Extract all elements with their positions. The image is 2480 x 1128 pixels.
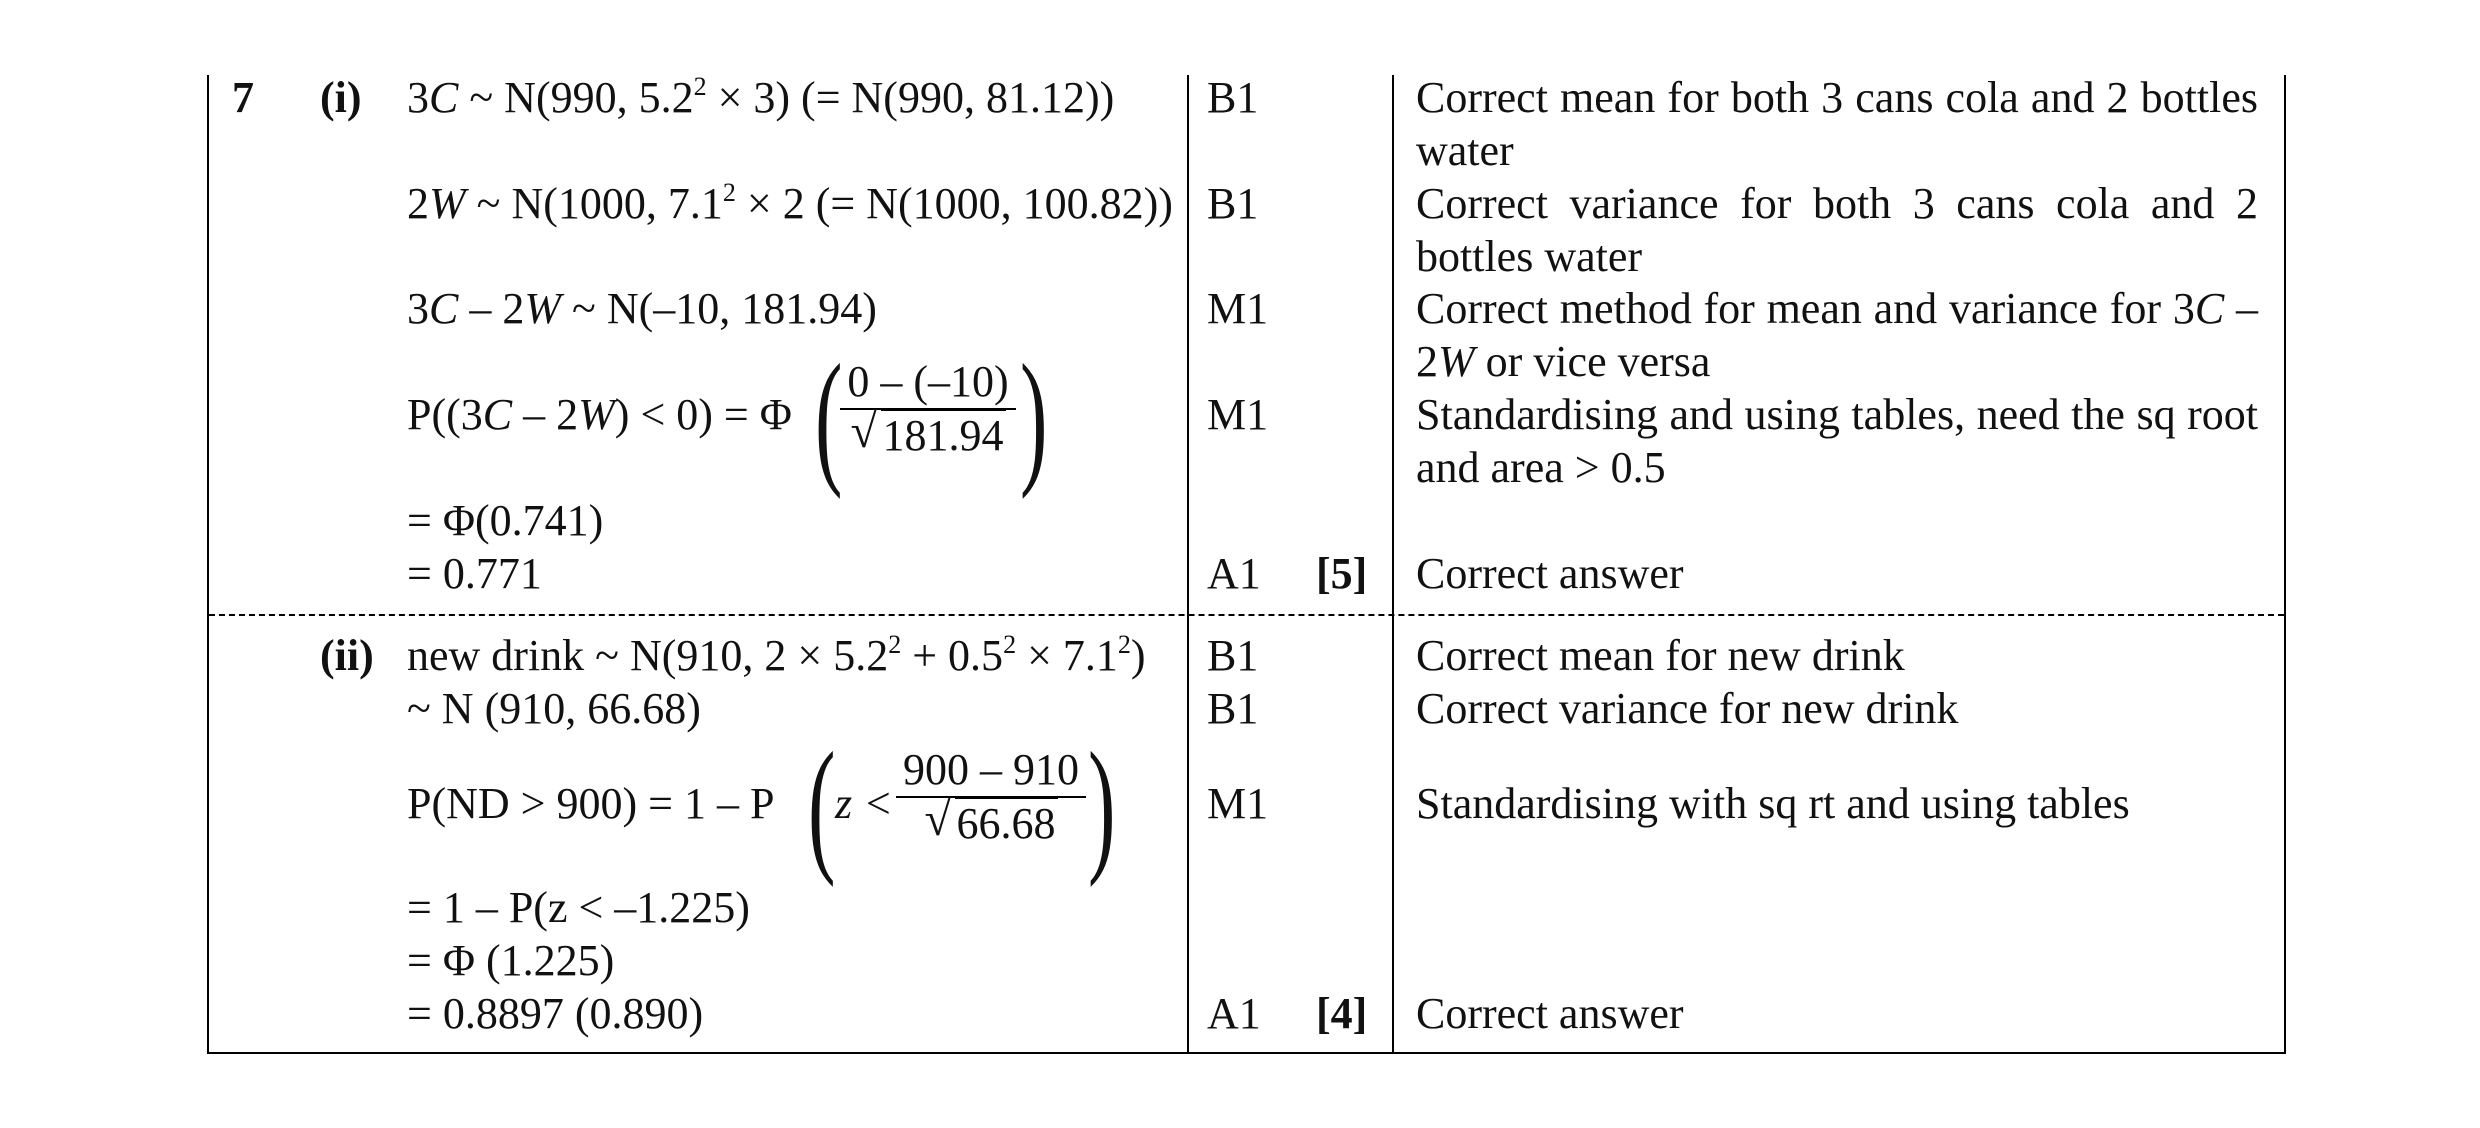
- part-i-total: [5]: [1316, 549, 1368, 598]
- part-divider: [209, 614, 2284, 616]
- part-ii-line-3-prob: P(ND > 900) = 1 – P: [407, 779, 775, 828]
- comment: Standardising with sq rt and using tables: [1416, 779, 2130, 828]
- left-paren: (: [808, 722, 836, 888]
- comment: Correct answer: [1416, 549, 1684, 598]
- part-i-line-4-prob: P((3C – 2W) < 0) = Φ: [407, 390, 792, 439]
- part-ii-total: [4]: [1316, 989, 1368, 1038]
- part-ii-label: (ii): [320, 631, 374, 680]
- right-paren: ): [1088, 722, 1116, 888]
- right-paren: ): [1020, 334, 1048, 500]
- comment: Correct method for mean and variance for 3C – 2W or vice versa: [1416, 284, 2258, 386]
- part-ii-fraction: [896, 744, 1086, 850]
- comment: Correct mean for new drink: [1416, 631, 1905, 680]
- column-divider-marks: [1187, 75, 1189, 1052]
- mark: M1: [1207, 390, 1269, 439]
- mark: M1: [1207, 284, 1269, 333]
- comment: Correct variance for both 3 cans cola and 2 bottles water: [1416, 179, 2258, 281]
- fraction-numerator: 0 – (–10): [847, 357, 1009, 406]
- mark: B1: [1207, 179, 1259, 228]
- part-i-line-2: 2W ~ N(1000, $7.1^2 \times 2$ (= N(1000, 100.82)): [407, 178, 1173, 228]
- fraction-denominator: 66.68: [956, 799, 1056, 848]
- part-ii-line-6: = 0.8897 (0.890): [407, 989, 704, 1038]
- comment: Correct mean for both 3 cans cola and 2 bottles water: [1416, 73, 2258, 175]
- part-i-line-3: 3C – 2W ~ N(–10, 181.94): [407, 284, 877, 333]
- part-i-label: (i): [320, 73, 362, 122]
- z-less-than: z <: [835, 779, 893, 828]
- question-number: 7: [232, 73, 254, 122]
- mark: A1: [1207, 549, 1261, 598]
- mark: B1: [1207, 73, 1259, 122]
- sqrt-symbol: √ 181.94: [850, 405, 1004, 460]
- mark: A1: [1207, 989, 1261, 1038]
- part-ii-line-4: = 1 – P(z < –1.225): [407, 883, 750, 932]
- comment: Correct answer: [1416, 989, 1684, 1038]
- part-ii-line-2: ~ N (910, 66.68): [407, 684, 701, 733]
- part-ii-line-1: new drink ~ N(910, $2 \times 5.2^2 + 0.5^2 \times 7.1^2$): [407, 630, 1146, 680]
- left-paren: (: [815, 334, 843, 500]
- mark: M1: [1207, 779, 1269, 828]
- part-i-line-6: = 0.771: [407, 549, 542, 598]
- part-ii-line-5: = Φ (1.225): [407, 936, 615, 985]
- column-divider-comments: [1392, 75, 1394, 1052]
- sqrt-symbol: √ 66.68: [924, 793, 1056, 848]
- fraction-denominator: 181.94: [882, 411, 1004, 460]
- part-i-line-1: 3C ~ N(990, $5.2^2 \times 3$) (= N(990, 81.12)): [407, 72, 1115, 122]
- comment: Standardising and using tables, need the sq root and area > 0.5: [1416, 390, 2258, 492]
- mark: B1: [1207, 684, 1259, 733]
- fraction-numerator: 900 – 910: [903, 745, 1079, 794]
- comment: Correct variance for new drink: [1416, 684, 1959, 733]
- mark: B1: [1207, 631, 1259, 680]
- part-i-line-5: = Φ(0.741): [407, 496, 604, 545]
- part-i-fraction: [840, 356, 1016, 462]
